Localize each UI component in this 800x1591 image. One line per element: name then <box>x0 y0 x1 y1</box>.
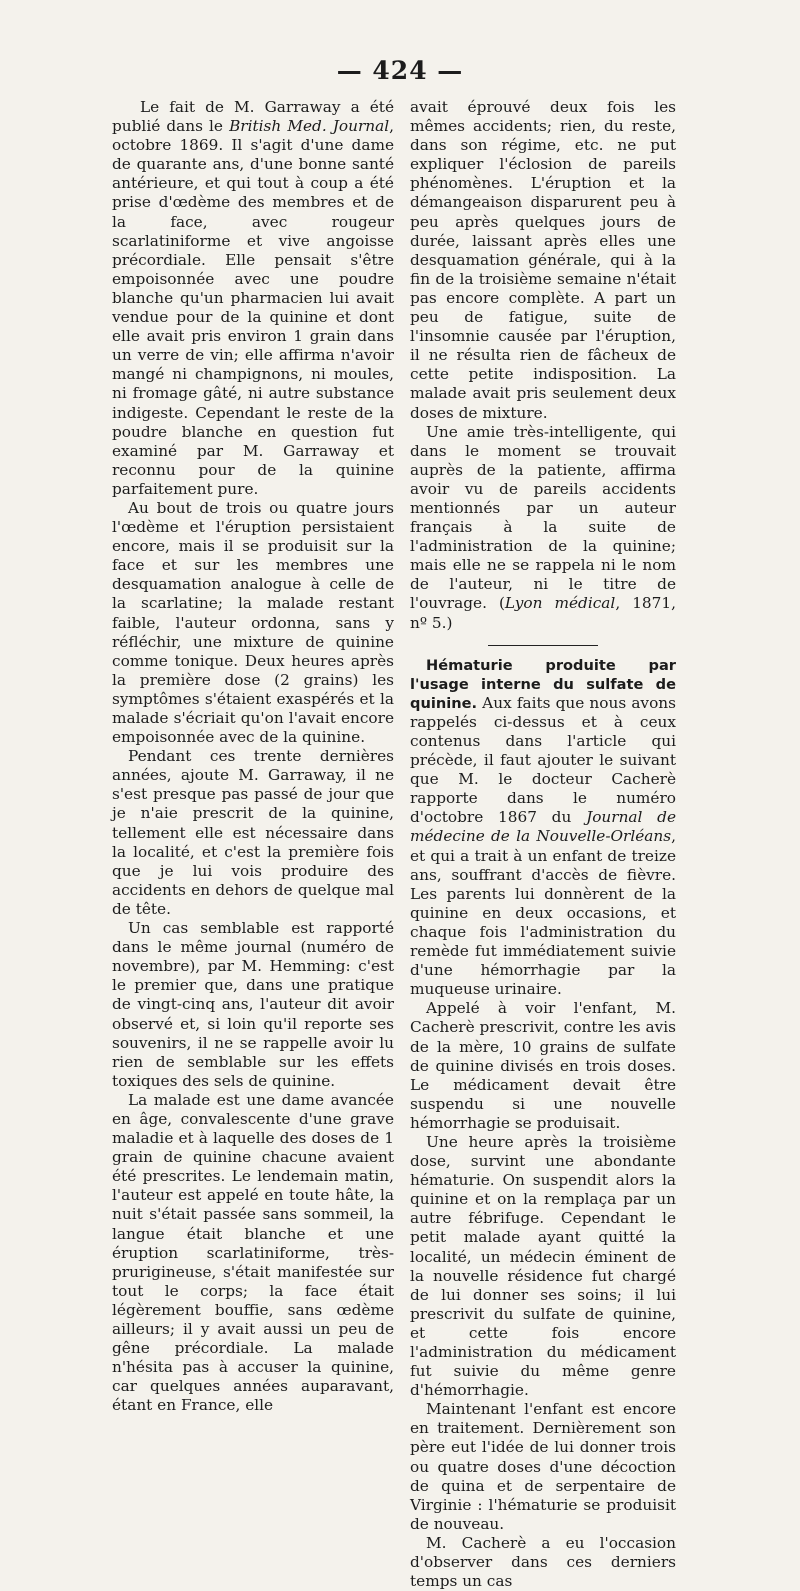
paragraph: La malade est une dame avancée en âge, convalescente d'une grave maladie et à laquelle des doses de 1 grain de quinine chacune avaient été prescrites. Le lendemain matin, l'auteur est appelé en toute hâte, la nuit s'était passée sans sommeil, la langue était blanche et une éruption scarlatiniforme, très-prurigineuse, s'était manifestée sur tout le corps; la face était légèrement bouffie, sans œdème ailleurs; il y avait aussi un peu de gêne précordiale. La malade n'hésita pas à accuser la quinine, car quelques années auparavant, étant en France, elle <box>112 1090 394 1415</box>
paragraph: Appelé à voir l'enfant, M. Cacherè prescrivit, contre les avis de la mère, 10 grains de sulfate de quinine divisés en trois doses. Le médicament devait être suspendu si une nouvelle hémorrhagie se produisait. <box>410 999 676 1132</box>
text-run: , et qui a trait à un enfant de treize ans, souffrant d'accès de fièvre. Les parents lui donnèrent de la quinine en deux occasions, et chaque fois l'administration du remède fut immédiatement suivie d'une hémorrhagie par la muqueuse urinaire. <box>410 827 676 999</box>
text-run: Une amie très-intelligente, qui dans le moment se trouvait auprès de la patiente, affirma avoir vu de pareils accidents mentionnés par un auteur français à la suite de l'administration de la quinine; mais elle ne se rappela ni le nom de l'auteur, ni le titre de l'ouvrage. ( <box>410 422 676 613</box>
paragraph: Pendant ces trente dernières années, ajoute M. Garraway, il ne s'est presque pas passé de jour que je n'aie prescrit de la quinine, tellement elle est nécessaire dans la localité, et c'est la première fois que je lui vois produire des accidents en dehors de quelque mal de tête. <box>112 747 394 918</box>
source-title: Lyon médical <box>504 594 616 613</box>
paragraph: Maintenant l'enfant est encore en traitement. Dernièrement son père eut l'idée de lui donner trois ou quatre doses d'une décoction de quina et de serpentaire de Virginie : l'hématurie se produisit de nouveau. <box>410 1400 676 1533</box>
page-number: — 424 — <box>336 56 464 85</box>
text-run: Aux faits que nous avons rappelés ci-dessus et à ceux contenus dans l'article qui précède, il faut ajouter le suivant que M. le docteur Cacherè rapporte dans le numéro d'octobre 1867 du <box>410 693 676 827</box>
right-column <box>410 98 676 1591</box>
text-run: , 1871, nº 5.) <box>410 594 676 632</box>
text-run: Le fait de M. Garraway a été publié dans le <box>112 98 394 136</box>
paragraph: Au bout de trois ou quatre jours l'œdème et l'éruption persistaient encore, mais il se produisit sur la face et sur les membres une desquamation analogue à celle de la scarlatine; la malade restant faible, l'auteur ordonna, sans y réfléchir, une mixture de quinine comme tonique. Deux heures après la première dose (2 grains) les symptômes s'étaient exaspérés et la malade s'écriait qu'on l'avait encore empoisonnée avec de la quinine. <box>112 498 394 747</box>
paragraph: Une heure après la troisième dose, survint une abondante hématurie. On suspendit alors la quinine et on la remplaça par un autre fébrifuge. Cependant le petit malade ayant quitté la localité, un médecin éminent de la nouvelle résidence fut chargé de lui donner ses soins; il lui prescrivit du sulfate de quinine, et cette fois encore l'administration du médicament fut suivie du même genre d'hémorrhagie. <box>410 1132 676 1400</box>
journal-title: British Med. Journal <box>229 117 390 136</box>
section-heading: Hématurie produite par l'usage interne du sulfate de quinine. <box>410 656 676 712</box>
paragraph <box>410 423 676 633</box>
journal-title: Journal de médecine de la Nouvelle-Orléans <box>410 808 677 846</box>
paragraph: Un cas semblable est rapporté dans le même journal (numéro de novembre), par M. Hemming: c'est le premier que, dans une pratique de vingt-cinq ans, l'auteur dit avoir observé et, si loin qu'il reporte ses souvenirs, il ne se rappelle avoir lu rien de semblable sur les effets toxiques des sels de quinine. <box>112 919 394 1090</box>
paragraph: avait éprouvé deux fois les mêmes accidents; rien, du reste, dans son régime, etc. ne put expliquer l'éclosion de pareils phénomènes. L'éruption et la démangeaison disparurent peu à peu après quelques jours de durée, laissant après elles une desquamation générale, qui à la fin de la troisième semaine n'était pas encore complète. A part un peu de fatigue, suite de l'insomnie causée par l'éruption, il ne résulta rien de fâcheux de cette petite indisposition. La malade avait pris seulement deux doses de mixture. <box>410 98 676 422</box>
paragraph <box>112 98 394 499</box>
section-divider <box>488 645 598 646</box>
paragraph <box>410 656 676 1000</box>
paragraph: M. Cacherè a eu l'occasion d'observer dans ces derniers temps un cas <box>410 1533 676 1591</box>
left-column <box>112 98 394 1415</box>
text-run: , octobre 1869. Il s'agit d'une dame de quarante ans, d'une bonne santé antérieure, et qui tout à coup a été prise d'œdème des membres et de la face, avec rougeur scarlatiniforme et vive angoisse précordiale. Elle pensait s'être empoisonnée avec une poudre blanche qu'un pharmacien lui avait vendue pour de la quinine et dont elle avait pris environ 1 grain dans un verre de vin; elle affirma n'avoir mangé ni champignons, ni moules, ni fromage gâté, ni autre substance indigeste. Cependant le reste de la poudre blanche en question fut examiné par M. Garraway et reconnu pour de la quinine parfaitement pure. <box>112 117 395 498</box>
